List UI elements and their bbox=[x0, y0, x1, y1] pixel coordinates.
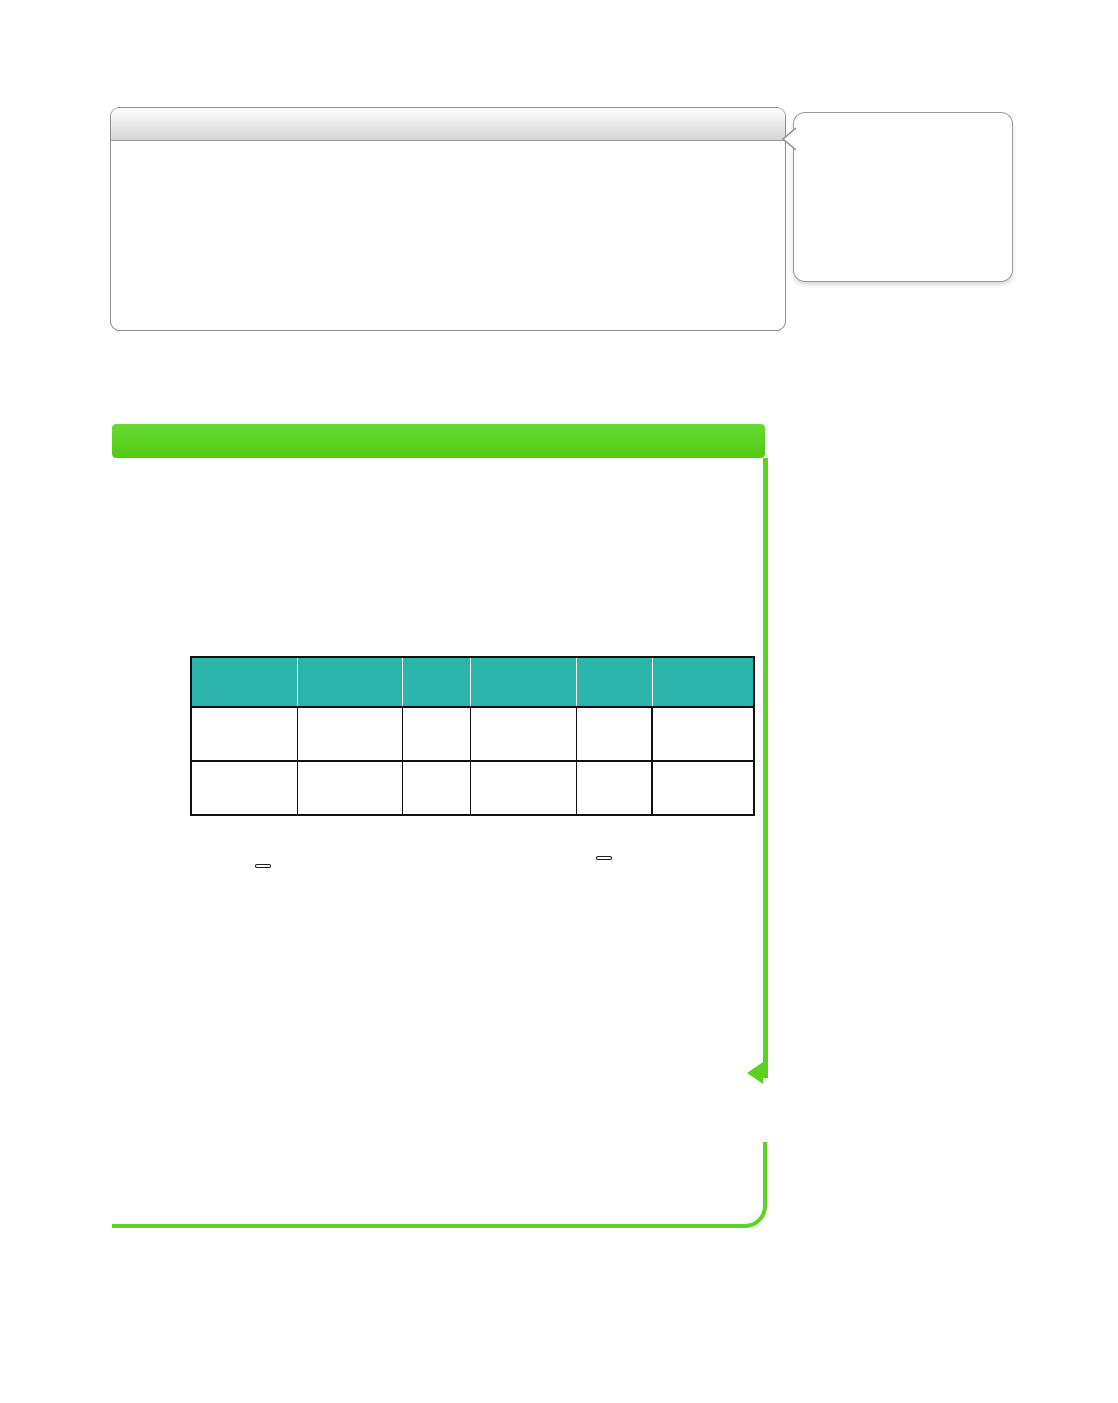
cell-f-min bbox=[402, 707, 470, 761]
note-tail-pointer bbox=[781, 127, 797, 153]
cell-function-g bbox=[652, 761, 754, 815]
period-definition-graph bbox=[125, 168, 387, 326]
graph-canvas bbox=[185, 850, 777, 1046]
cell-g-intercept1 bbox=[470, 761, 576, 815]
cosine-comparison-graph bbox=[185, 850, 777, 1046]
table-row-f bbox=[191, 707, 754, 761]
exercise-3b bbox=[418, 1176, 450, 1196]
cell-g-intercept2 bbox=[297, 761, 402, 815]
cell-f-intercept1 bbox=[470, 707, 576, 761]
example-3-header bbox=[112, 424, 765, 458]
guided-practice-marker-icon bbox=[747, 1062, 763, 1084]
cell-f-max1 bbox=[576, 707, 652, 761]
cell-f-intercept2 bbox=[297, 707, 402, 761]
cell-g-max2 bbox=[191, 761, 297, 815]
cell-g-max1 bbox=[576, 761, 652, 815]
col-header-x-intercept bbox=[297, 657, 402, 707]
col-header-maximum bbox=[191, 657, 297, 707]
col-header-function bbox=[652, 657, 754, 707]
exercise-3a bbox=[120, 1176, 152, 1196]
cell-function-f bbox=[652, 707, 754, 761]
key-concept-header bbox=[111, 108, 785, 141]
callout-f bbox=[255, 864, 271, 868]
cell-g-min bbox=[402, 761, 470, 815]
exercise-3c bbox=[642, 1176, 674, 1196]
table-header-row bbox=[191, 657, 754, 707]
key-points-table bbox=[190, 656, 755, 816]
cell-f-max2 bbox=[191, 707, 297, 761]
col-header-maximum bbox=[576, 657, 652, 707]
table-row-g bbox=[191, 761, 754, 815]
col-header-minimum bbox=[402, 657, 470, 707]
callout-g bbox=[596, 856, 612, 860]
note-title bbox=[794, 113, 1012, 125]
key-concept-box bbox=[110, 107, 786, 331]
col-header-x-intercept bbox=[470, 657, 576, 707]
attention-note-box bbox=[793, 112, 1013, 282]
